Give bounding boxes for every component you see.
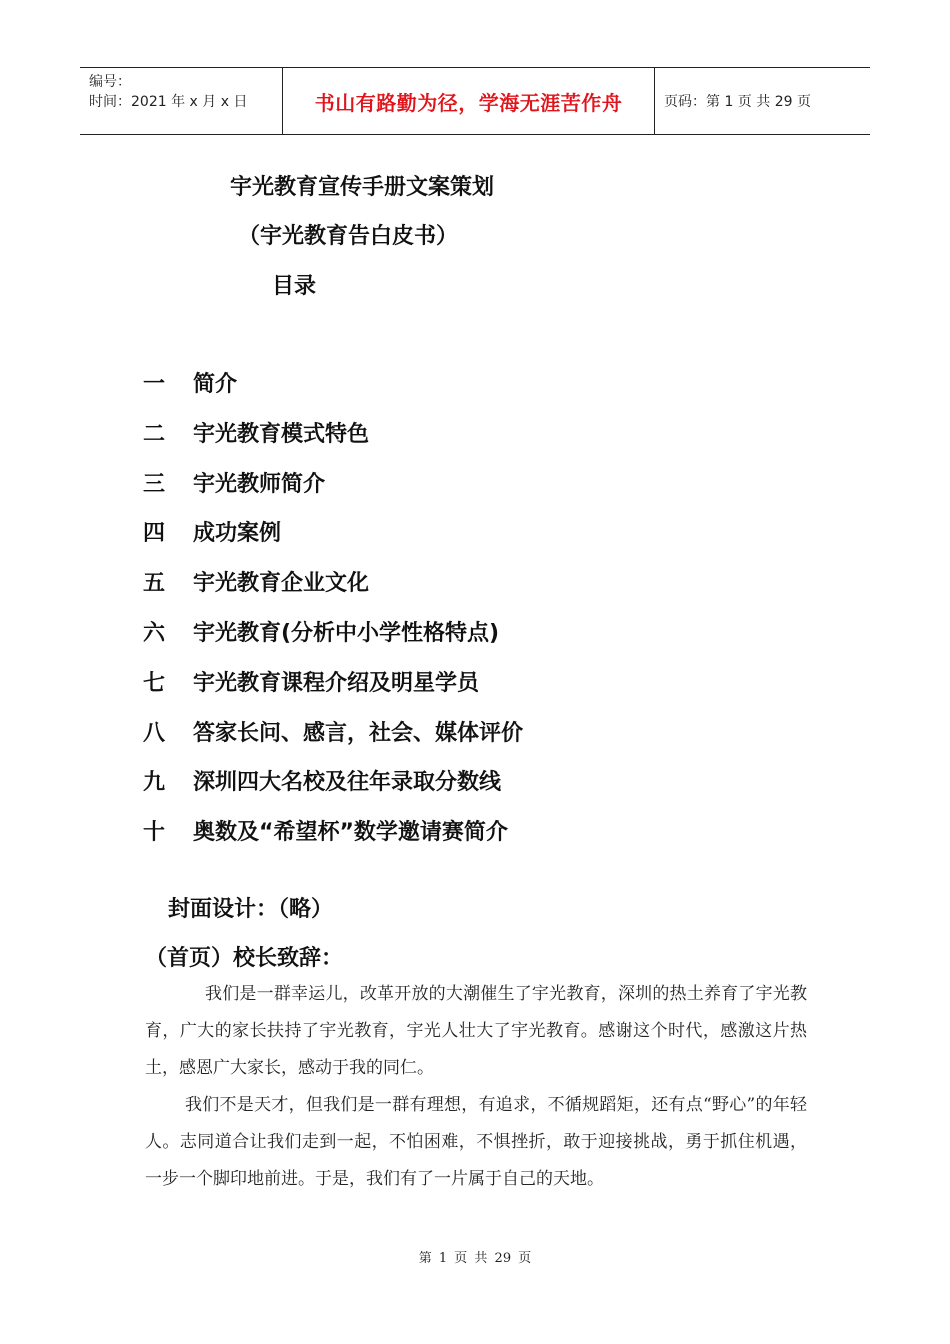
document-subtitle: （宇光教育告白皮书） — [238, 224, 459, 249]
page-header — [80, 67, 870, 135]
toc-label: 成功案例 — [193, 521, 282, 547]
toc-label: 宇光教育课程介绍及明星学员 — [193, 670, 480, 696]
body-paragraph: 我们不是天才，但我们是一群有理想，有追求，不循规蹈矩，还有点“野心”的年轻人。志同道合让我们走到一起，不怕困难，不惧挫折，敢于迎接挑战，勇于抓住机遇，一步一个脚印地前进。于是，我们有了一片属于自己的天地。 — [145, 1095, 807, 1189]
toc-number: 三 — [143, 471, 166, 497]
toc-item — [143, 367, 523, 417]
toc-number: 八 — [143, 720, 166, 746]
toc-item — [143, 516, 523, 566]
toc-item — [143, 765, 523, 815]
toc-item — [143, 417, 523, 467]
document-time-label: 时间：2021 年 x 月 x 日 — [89, 94, 248, 110]
page-footer: 第 1 页 共 29 页 — [418, 1251, 532, 1266]
toc-label: 简介 — [193, 372, 238, 397]
toc-number: 九 — [143, 770, 166, 796]
toc-number: 四 — [143, 521, 166, 547]
toc-label: 宇光教师简介 — [193, 471, 326, 497]
toc-label: 答家长问、感言，社会、媒体评价 — [193, 720, 524, 746]
header-page-info: 页码：第 1 页 共 29 页 — [664, 94, 811, 110]
toc-item — [143, 666, 523, 716]
toc-label: 深圳四大名校及往年录取分数线 — [193, 770, 502, 796]
toc-item — [143, 616, 523, 666]
toc-item — [143, 566, 523, 616]
toc-label: 宇光教育(分析中小学性格特点) — [193, 620, 500, 646]
toc-item — [143, 716, 523, 766]
table-of-contents — [143, 367, 523, 865]
toc-number: 一 — [143, 372, 166, 397]
toc-label: 宇光教育企业文化 — [193, 571, 370, 597]
toc-number: 七 — [143, 670, 166, 696]
contents-heading: 目录 — [272, 274, 317, 299]
toc-number: 五 — [143, 571, 166, 597]
toc-item — [143, 815, 523, 865]
header-meta — [80, 68, 282, 134]
cover-design-note: 封面设计：（略） — [168, 897, 334, 922]
header-motto: 书山有路勤为径，学海无涯苦作舟 — [282, 68, 655, 134]
body-paragraph: 我们是一群幸运儿，改革开放的大潮催生了宇光教育，深圳的热土养育了宇光教育，广大的家长扶持了宇光教育，宇光人壮大了宇光教育。感谢这个时代，感激这片热土，感恩广大家长，感动于我的同仁。 — [145, 984, 807, 1078]
toc-number: 六 — [143, 620, 166, 646]
document-title: 宇光教育宣传手册文案策划 — [230, 175, 495, 200]
document-number-label: 编号： — [89, 74, 131, 90]
toc-number: 十 — [143, 820, 166, 846]
section-heading: （首页）校长致辞： — [145, 946, 344, 971]
toc-item — [143, 467, 523, 517]
toc-label: 奥数及“希望杯”数学邀请赛简介 — [193, 820, 508, 846]
toc-number: 二 — [143, 421, 166, 447]
toc-label: 宇光教育模式特色 — [193, 421, 370, 447]
